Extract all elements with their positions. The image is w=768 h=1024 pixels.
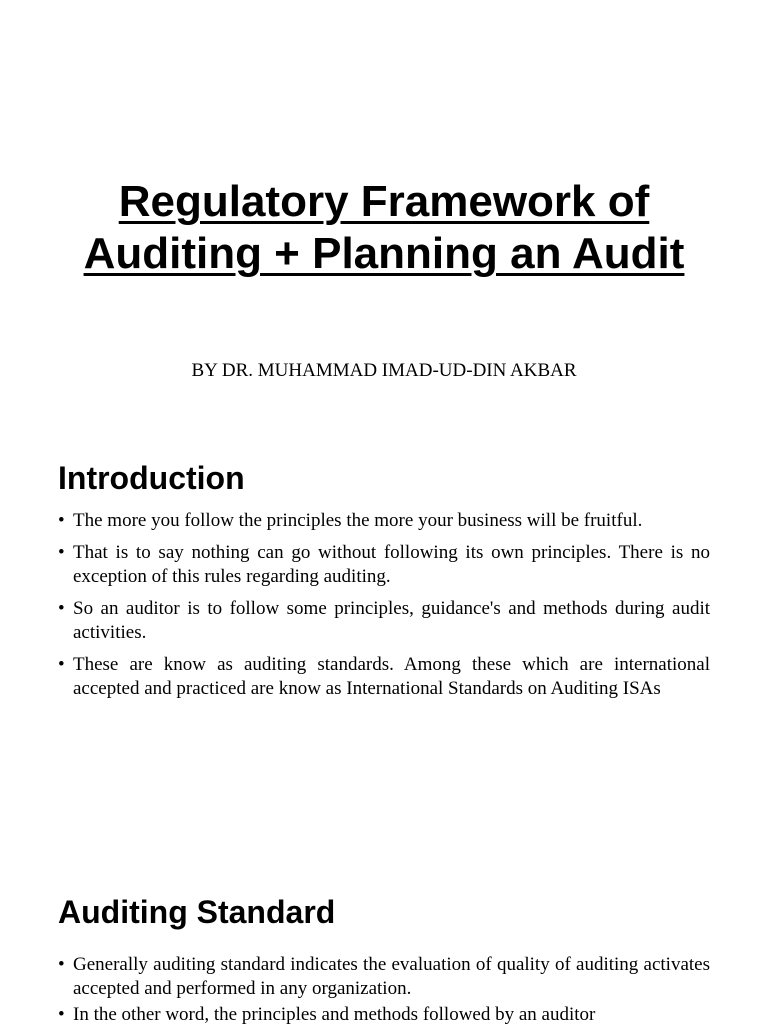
bullet-item: • These are know as auditing standards. Among these which are international accepted and practiced are know as International Standards on Auditing ISAs [58,653,710,701]
introduction-heading: Introduction [58,460,245,496]
auditing-standard-bullet-list [58,953,710,1024]
bullet-item: • Generally auditing standard indicates the evaluation of quality of auditing activates accepted and performed in any organization. [58,953,710,1001]
bullet-item: • In the other word, the principles and methods followed by an auditor [58,1003,710,1024]
bullet-item: • The more you follow the principles the more your business will be fruitful. [58,509,710,533]
document-title [40,176,728,280]
auditing-standard-heading: Auditing Standard [58,894,336,930]
bullet-item: • So an auditor is to follow some principles, guidance's and methods during audit activities. [58,597,710,645]
bullet-item: • That is to say nothing can go without following its own principles. There is no exception of this rules regarding auditing. [58,541,710,589]
title-line-1: Regulatory Framework of [118,177,650,226]
introduction-bullet-list [58,509,710,701]
author-byline: BY DR. MUHAMMAD IMAD-UD-DIN AKBAR [191,360,577,381]
title-line-2: Auditing + Planning an Audit [83,229,685,278]
auditing-standard-section [58,893,710,1024]
introduction-section [58,459,710,709]
